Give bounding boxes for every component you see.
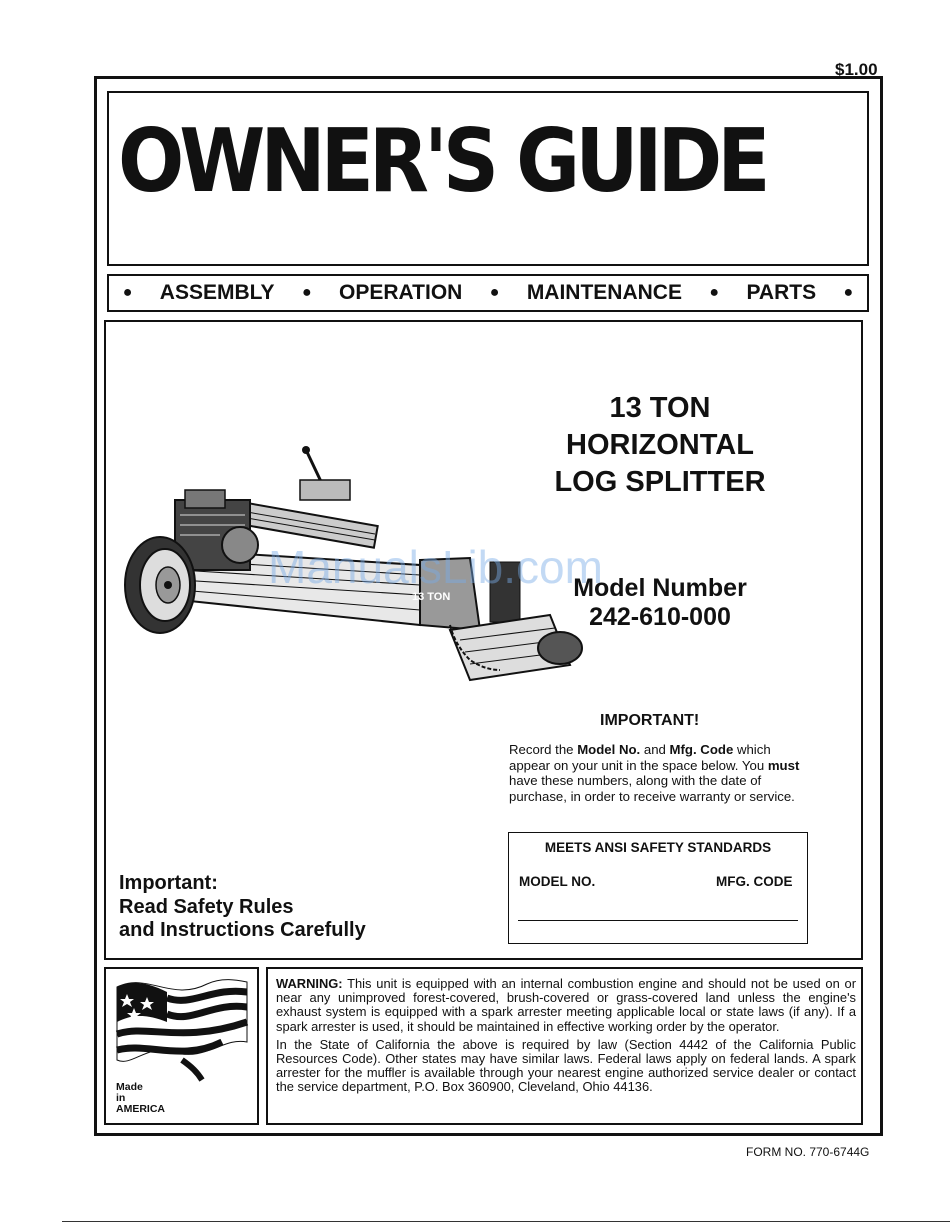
ansi-standards: MEETS ANSI SAFETY STANDARDS: [544, 840, 772, 855]
text-bold: Model No.: [577, 742, 641, 757]
important-text: [509, 742, 811, 804]
bullet: ●: [301, 284, 312, 301]
record-line: [518, 920, 798, 921]
bullet: ●: [489, 284, 500, 301]
page-title: OWNER'S GUIDE: [118, 111, 766, 213]
text-bold: Mfg. Code: [669, 742, 734, 757]
tonnage-decal: 13 TON: [412, 591, 451, 603]
mfg-code-label: MFG. CODE: [716, 874, 793, 889]
warning-label: WARNING:: [276, 976, 343, 991]
warning-paragraph: [276, 977, 856, 1034]
made-line: AMERICA: [116, 1103, 165, 1115]
form-number: FORM NO. 770-6744G: [746, 1145, 870, 1159]
model-number-label: Model Number: [573, 574, 747, 602]
safety-line: Important:: [119, 872, 218, 894]
price: $1.00: [835, 60, 878, 79]
watermark: ManualsLib.com: [268, 541, 603, 593]
bottom-rule: [62, 1221, 950, 1222]
bullet: ●: [709, 284, 720, 301]
text-run: which appear on your unit in the space below. You: [509, 742, 771, 773]
model-number: 242-610-000: [589, 603, 731, 631]
product-title: [520, 390, 800, 501]
made-line: Made: [116, 1081, 143, 1093]
text-run: and: [640, 742, 670, 757]
text-bold: must: [767, 757, 800, 773]
safety-notice: [119, 872, 366, 943]
made-in-america: [116, 1082, 165, 1115]
bullet: ●: [843, 284, 854, 301]
product-title-line: 13 TON: [609, 392, 711, 424]
product-title-line: LOG SPLITTER: [554, 466, 766, 498]
sections-bar: [107, 274, 869, 312]
text-run: This unit is equipped with an internal combustion engine and should not be used on or near any unimproved forest-covered, brush-covered or grass-covered land unless the engine's exhaust system is equipped with a spark arrester meeting applicable local or state laws (if any). If a spark arrester is used, it should be maintained in effective working order by the operator.: [276, 976, 856, 1034]
section-parts: PARTS: [746, 281, 817, 304]
text-run: Record the: [509, 742, 578, 757]
section-assembly: ASSEMBLY: [159, 281, 275, 304]
made-line: in: [116, 1092, 126, 1104]
american-flag-icon: [112, 972, 252, 1082]
bullet: ●: [122, 284, 133, 301]
section-maintenance: MAINTENANCE: [526, 281, 682, 304]
model-no-label: MODEL NO.: [519, 874, 596, 889]
safety-line: and Instructions Carefully: [119, 919, 366, 941]
model-number-block: [540, 574, 780, 632]
product-title-line: HORIZONTAL: [566, 429, 754, 461]
important-heading: IMPORTANT!: [600, 712, 700, 729]
warning-paragraph: In the State of California the above is required by law (Section 4442 of the California Public Resources Code). Other states may have similar laws. Federal laws apply on federal lands. A spark arrester for the muffler is available through your nearest engine authorized service dealer or contact the service department, P.O. Box 360900, Cleveland, Ohio 44136.: [276, 1036, 856, 1095]
warning-text: [276, 977, 856, 1099]
text-run: have these numbers, along with the date of purchase, in order to receive warranty or service.: [509, 773, 795, 804]
section-operation: OPERATION: [339, 281, 463, 304]
safety-line: Read Safety Rules: [119, 895, 294, 918]
